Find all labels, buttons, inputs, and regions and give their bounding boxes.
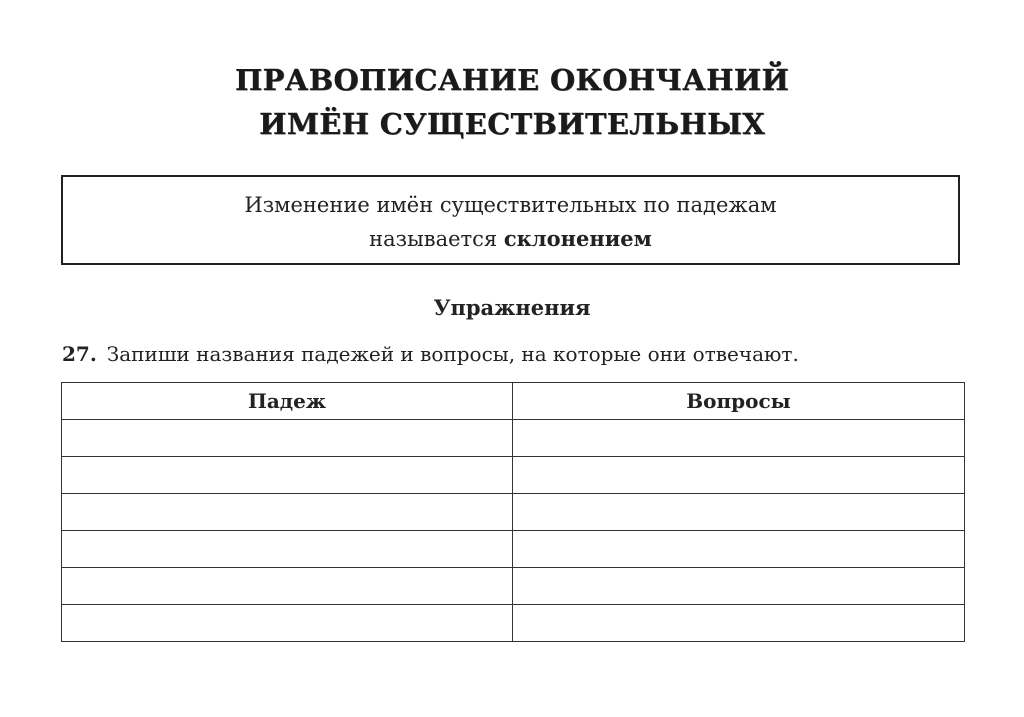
- table-row: [62, 420, 965, 457]
- table-header-row: [62, 383, 965, 420]
- table-cell[interactable]: [62, 420, 513, 457]
- table-cell[interactable]: [513, 531, 965, 568]
- section-heading: Упражнения: [433, 295, 591, 320]
- rule-definition-box: [61, 175, 960, 265]
- table-cell[interactable]: [513, 494, 965, 531]
- rule-line-2-prefix: называется: [369, 227, 504, 251]
- page-title: [0, 58, 1024, 146]
- rule-line-2: [63, 222, 958, 256]
- rule-term: склонением: [503, 226, 652, 251]
- rule-line-1: Изменение имён существительных по падежам: [244, 193, 777, 217]
- table-cell[interactable]: [62, 457, 513, 494]
- table-row: [62, 568, 965, 605]
- column-header-case: Падеж: [62, 383, 513, 420]
- table-cell[interactable]: [62, 568, 513, 605]
- column-header-questions: Вопросы: [513, 383, 965, 420]
- table-row: [62, 605, 965, 642]
- table-cell[interactable]: [62, 531, 513, 568]
- page-title-line-1: ПРАВОПИСАНИЕ ОКОНЧАНИЙ: [234, 63, 790, 97]
- answer-table: [61, 382, 965, 642]
- table-row: [62, 494, 965, 531]
- table-cell[interactable]: [513, 568, 965, 605]
- table-cell[interactable]: [62, 605, 513, 642]
- table-row: [62, 531, 965, 568]
- exercise-number: 27.: [62, 342, 97, 366]
- table-cell[interactable]: [513, 457, 965, 494]
- exercise-task: [62, 339, 962, 369]
- table-cell[interactable]: [513, 605, 965, 642]
- table-cell[interactable]: [513, 420, 965, 457]
- page-title-line-2: ИМЁН СУЩЕСТВИТЕЛЬНЫХ: [259, 107, 765, 141]
- table-row: [62, 457, 965, 494]
- table-cell[interactable]: [62, 494, 513, 531]
- exercise-text: Запиши названия падежей и вопросы, на которые они отвечают.: [106, 342, 799, 366]
